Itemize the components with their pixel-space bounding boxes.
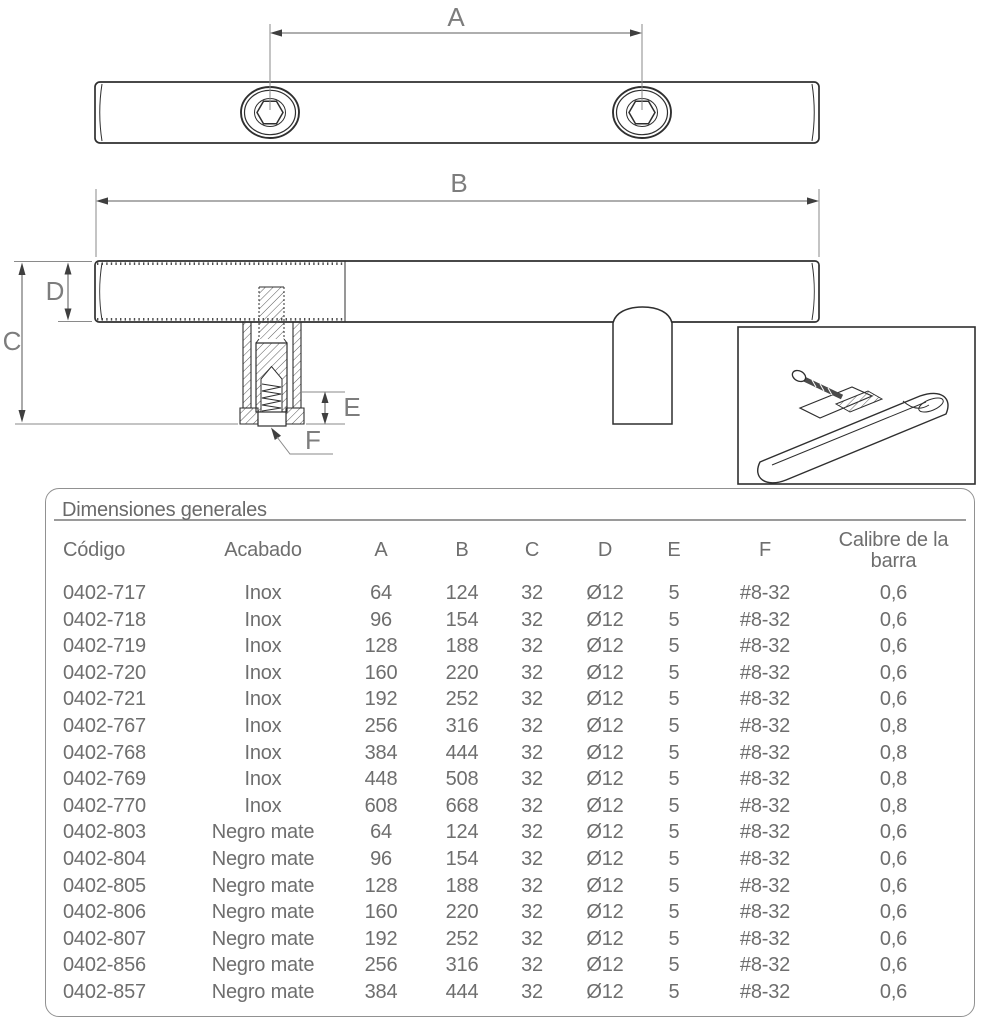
table-cell: 444 (445, 980, 479, 1003)
table-row (46, 926, 974, 953)
table-cell: Ø12 (586, 714, 624, 737)
table-cell: 192 (364, 927, 398, 950)
table-cell: 32 (521, 608, 543, 631)
table-cell: #8-32 (739, 821, 791, 844)
table-cell: 0,8 (879, 768, 908, 791)
table-row (46, 899, 974, 926)
table-cell: 32 (521, 768, 543, 791)
table-cell: 160 (364, 901, 398, 924)
table-cell: Negro mate (211, 874, 315, 897)
dimension-b (96, 168, 819, 257)
table-cell: 154 (445, 847, 479, 870)
table-cell: 124 (445, 821, 479, 844)
table-title: Dimensiones generales (62, 499, 267, 521)
header-cell: F (758, 539, 772, 561)
table-cell: 5 (668, 608, 680, 631)
table-cell: Inox (244, 661, 282, 684)
table-cell: Ø12 (586, 608, 624, 631)
table-cell: 0,6 (879, 980, 908, 1003)
table-cell: 0402-721 (63, 688, 146, 711)
table-cell: 0,8 (879, 794, 908, 817)
table-cell: #8-32 (739, 901, 791, 924)
table-cell: 0402-719 (63, 635, 146, 658)
table-cell: 5 (668, 927, 680, 950)
table-cell: #8-32 (739, 927, 791, 950)
table-cell: 32 (521, 582, 543, 604)
table-cell: Negro mate (211, 901, 315, 924)
table-cell: #8-32 (739, 688, 791, 711)
table-cell: 32 (521, 874, 543, 897)
table-cell: 220 (445, 661, 479, 684)
table-cell: Ø12 (586, 794, 624, 817)
table-cell: 32 (521, 635, 543, 658)
table-cell: 508 (445, 768, 479, 791)
table-cell: 5 (668, 661, 680, 684)
table-cell: 5 (668, 980, 680, 1003)
table-cell: Ø12 (586, 980, 624, 1003)
table-cell: 444 (445, 741, 479, 764)
dimension-label-a: A (447, 2, 465, 32)
table-row (46, 686, 974, 713)
table-cell: Ø12 (586, 821, 624, 844)
table-cell: 0402-807 (63, 927, 146, 950)
header-cell: C (524, 539, 540, 561)
table-cell: 0402-806 (63, 901, 146, 924)
table-cell: 0,6 (879, 608, 908, 631)
table-cell: 0402-805 (63, 874, 146, 897)
header-cell: E (667, 539, 681, 561)
table-cell: 608 (364, 794, 398, 817)
table-cell: Inox (244, 741, 282, 764)
table-cell: #8-32 (739, 714, 791, 737)
table-row (46, 580, 974, 607)
table-cell: 384 (364, 980, 398, 1003)
header-cell: D (597, 539, 613, 561)
dimension-d (46, 263, 92, 322)
table-cell: Ø12 (586, 661, 624, 684)
table-cell: 384 (364, 741, 398, 764)
table-cell: 252 (445, 688, 479, 711)
table-cell: 64 (370, 821, 392, 844)
table-cell: 0402-803 (63, 821, 146, 844)
table-cell: 192 (364, 688, 398, 711)
table-cell: Inox (244, 714, 282, 737)
table-cell: 0,8 (879, 741, 908, 764)
table-cell: Ø12 (586, 847, 624, 870)
table-cell: 5 (668, 714, 680, 737)
table-cell: 316 (445, 714, 479, 737)
top-view (95, 82, 819, 143)
header-cell: A (374, 539, 388, 561)
table-cell: Negro mate (211, 927, 315, 950)
table-cell: 0,6 (879, 954, 908, 977)
table-row (46, 713, 974, 740)
table-cell: 96 (370, 847, 392, 870)
table-cell: 32 (521, 901, 543, 924)
header-cell: Código (63, 539, 126, 561)
table-cell: 5 (668, 901, 680, 924)
table-cell: 32 (521, 661, 543, 684)
table-cell: 5 (668, 794, 680, 817)
table-cell: 128 (364, 874, 398, 897)
table-cell: 32 (521, 847, 543, 870)
dimension-label-d: D (45, 276, 65, 306)
table-cell: #8-32 (739, 741, 791, 764)
table-cell: 188 (445, 635, 479, 658)
table-cell: #8-32 (739, 847, 791, 870)
dimension-e (300, 392, 361, 425)
table-cell: 5 (668, 874, 680, 897)
table-cell: #8-32 (739, 661, 791, 684)
table-cell: 0402-769 (63, 768, 146, 791)
table-cell: Inox (244, 608, 282, 631)
table-body (46, 580, 974, 1006)
table-cell: #8-32 (739, 768, 791, 791)
table-cell: 0,6 (879, 688, 908, 711)
table-cell: 0402-770 (63, 794, 146, 817)
table-cell: 0,6 (879, 582, 908, 604)
table-cell: 188 (445, 874, 479, 897)
table-row (46, 819, 974, 846)
table-cell: 64 (370, 582, 392, 604)
table-cell: Inox (244, 794, 282, 817)
table-cell: 5 (668, 582, 680, 604)
table-cell: Inox (244, 768, 282, 791)
table-cell: Inox (244, 582, 282, 604)
table-cell: #8-32 (739, 608, 791, 631)
mounting-post (613, 307, 672, 424)
table-cell: 0402-857 (63, 980, 146, 1003)
table-cell: Ø12 (586, 768, 624, 791)
table-cell: 0,6 (879, 847, 908, 870)
table-cell: 0,6 (879, 901, 908, 924)
side-view (95, 261, 819, 424)
table-cell: #8-32 (739, 874, 791, 897)
table-cell: 32 (521, 980, 543, 1003)
table-cell: Ø12 (586, 954, 624, 977)
table-cell: 5 (668, 954, 680, 977)
table-cell: 96 (370, 608, 392, 631)
table-cell: 220 (445, 901, 479, 924)
table-cell: Negro mate (211, 980, 315, 1003)
table-cell: 124 (445, 582, 479, 604)
technical-drawing (0, 0, 987, 488)
dimension-label-f: F (305, 425, 321, 455)
table-cell: 32 (521, 688, 543, 711)
table-row (46, 660, 974, 687)
table-row (46, 740, 974, 767)
table-cell: #8-32 (739, 954, 791, 977)
table-cell: 32 (521, 741, 543, 764)
table-row (46, 846, 974, 873)
table-cell: Ø12 (586, 741, 624, 764)
table-cell: Ø12 (586, 874, 624, 897)
table-cell: 0402-717 (63, 582, 146, 604)
table-row (46, 873, 974, 900)
header-cell: B (455, 539, 469, 561)
table-cell: 0,6 (879, 635, 908, 658)
table-cell: 128 (364, 635, 398, 658)
table-cell: 160 (364, 661, 398, 684)
table-row (46, 979, 974, 1006)
table-cell: 0402-856 (63, 954, 146, 977)
table-cell: 5 (668, 821, 680, 844)
table-cell: #8-32 (739, 582, 791, 604)
table-cell: 0,6 (879, 927, 908, 950)
table-cell: 252 (445, 927, 479, 950)
dimension-f (271, 425, 333, 455)
table-cell: 0,6 (879, 874, 908, 897)
table-cell: 32 (521, 954, 543, 977)
table-cell: 32 (521, 821, 543, 844)
table-cell: 0402-804 (63, 847, 146, 870)
table-cell: 5 (668, 768, 680, 791)
dimension-label-c: C (2, 326, 22, 356)
table-cell: 0,8 (879, 714, 908, 737)
table-header (46, 521, 974, 580)
table-row (46, 766, 974, 793)
table-cell: Ø12 (586, 688, 624, 711)
table-cell: 256 (364, 954, 398, 977)
table-cell: 5 (668, 688, 680, 711)
table-cell: 448 (364, 768, 398, 791)
table-cell: 0402-768 (63, 741, 146, 764)
table-cell: 32 (521, 794, 543, 817)
table-cell: Ø12 (586, 927, 624, 950)
table-row (46, 952, 974, 979)
table-cell: Negro mate (211, 847, 315, 870)
table-cell: 0402-718 (63, 608, 146, 631)
table-cell: Inox (244, 635, 282, 658)
table-cell: 0402-720 (63, 661, 146, 684)
table-row (46, 633, 974, 660)
table-cell: #8-32 (739, 635, 791, 658)
table-cell: 32 (521, 927, 543, 950)
table-row (46, 607, 974, 634)
table-cell: Ø12 (586, 901, 624, 924)
table-cell: 668 (445, 794, 479, 817)
dimension-label-b: B (450, 168, 468, 198)
table-cell: Negro mate (211, 954, 315, 977)
table-cell: 256 (364, 714, 398, 737)
dimensions-table (45, 488, 975, 1017)
table-cell: 316 (445, 954, 479, 977)
table-cell: 0,6 (879, 661, 908, 684)
table-cell: #8-32 (739, 794, 791, 817)
dimension-label-e: E (343, 392, 361, 422)
table-cell: #8-32 (739, 980, 791, 1003)
table-cell: 5 (668, 741, 680, 764)
table-cell: 154 (445, 608, 479, 631)
table-cell: 0,6 (879, 821, 908, 844)
header-cell: Calibre de la barra (838, 528, 949, 572)
table-cell: 32 (521, 714, 543, 737)
table-row (46, 793, 974, 820)
table-cell: 0402-767 (63, 714, 146, 737)
table-cell: Ø12 (586, 582, 624, 604)
header-cell: Acabado (224, 539, 302, 561)
table-cell: 5 (668, 635, 680, 658)
table-cell: 5 (668, 847, 680, 870)
table-cell: Inox (244, 688, 282, 711)
inset-detail (738, 327, 975, 484)
table-cell: Negro mate (211, 821, 315, 844)
table-cell: Ø12 (586, 635, 624, 658)
